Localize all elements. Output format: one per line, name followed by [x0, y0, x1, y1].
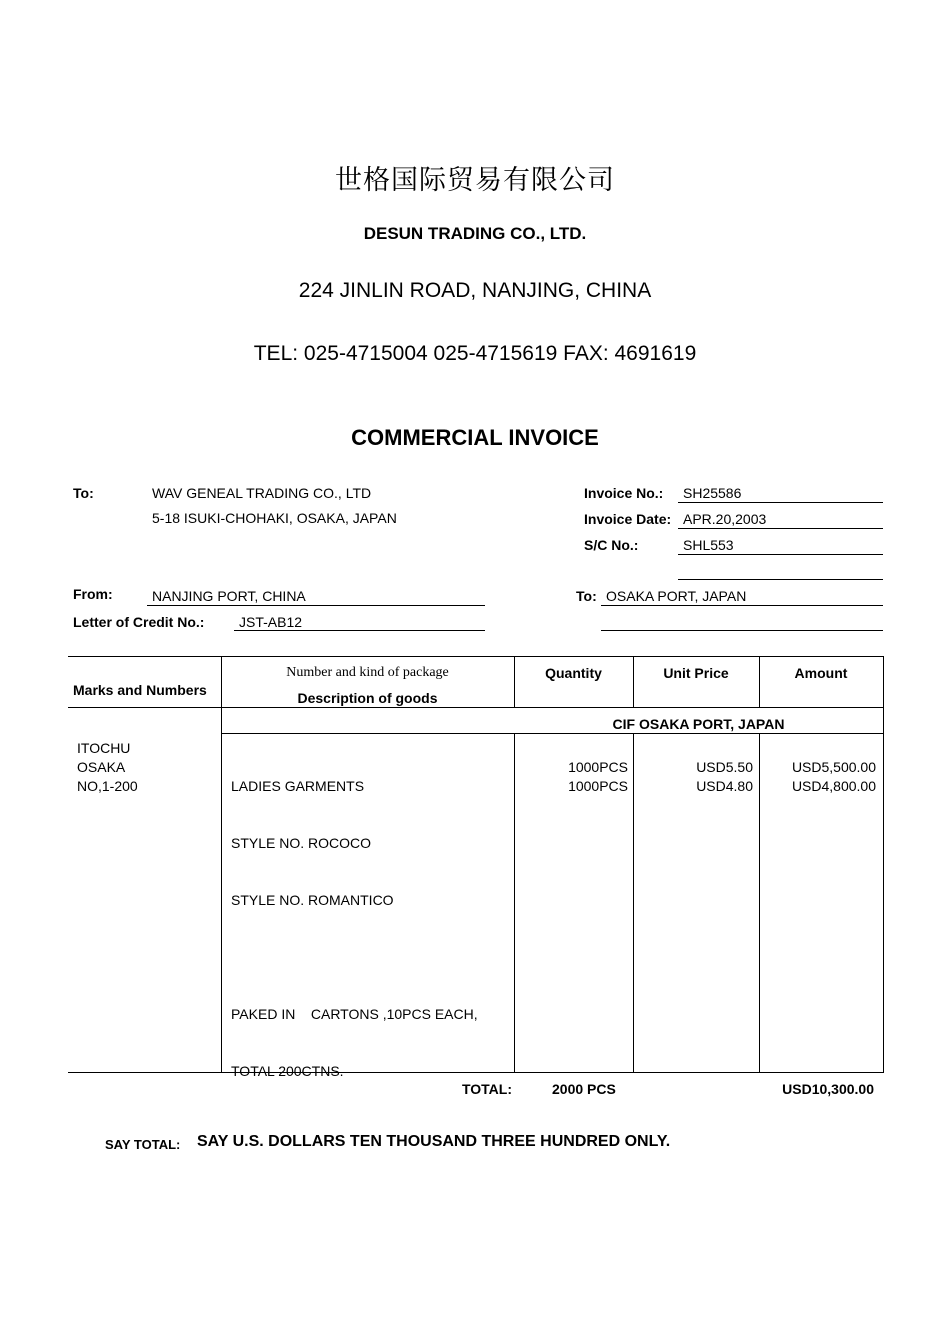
description-line: STYLE NO. ROMANTICO [231, 892, 394, 908]
shipment-extra-underline [601, 630, 883, 631]
lc-label: Letter of Credit No.: [73, 614, 205, 630]
from-underline [147, 605, 485, 606]
amount-line [765, 739, 876, 758]
table-col-divider-2-body [514, 733, 515, 1073]
company-name-english: DESUN TRADING CO., LTD. [363, 224, 587, 243]
table-header-border [68, 707, 884, 708]
sc-no-label: S/C No.: [584, 537, 639, 553]
description-line [231, 948, 478, 967]
description-line: STYLE NO. ROCOCO [231, 835, 372, 851]
lc-value: JST-AB12 [239, 614, 303, 630]
description-cell [231, 739, 478, 1119]
description-line: PAKED IN CARTONS ,10PCS EACH, [231, 1006, 478, 1022]
trade-terms: CIF OSAKA PORT, JAPAN [612, 716, 785, 732]
table-col-divider-4-body [759, 733, 760, 1073]
marks-line: NO,1-200 [77, 778, 138, 794]
sc-no-underline [678, 554, 883, 555]
marks-line: ITOCHU [77, 740, 131, 756]
quantity-line: 1000PCS [568, 759, 628, 775]
invoice-date-underline [678, 528, 883, 529]
invoice-date-value: APR.20,2003 [683, 511, 767, 527]
marks-cell [77, 739, 138, 796]
table-col-divider-1 [221, 656, 222, 1073]
table-col-divider-3-body [633, 733, 634, 1073]
from-label: From: [73, 586, 113, 602]
description-line: TOTAL 200CTNS. [231, 1063, 344, 1079]
invoice-no-underline [678, 502, 883, 503]
table-col-divider-2-header [514, 656, 515, 708]
from-value: NANJING PORT, CHINA [152, 588, 306, 604]
amount-cell [765, 739, 876, 796]
destination-value: OSAKA PORT, JAPAN [606, 588, 747, 604]
total-quantity: 2000 PCS [552, 1081, 616, 1097]
table-terms-border [221, 733, 884, 734]
destination-label: To: [576, 588, 597, 604]
company-address: 224 JINLIN ROAD, NANJING, CHINA [298, 279, 652, 302]
invoice-no-value: SH25586 [683, 485, 742, 501]
company-contact: TEL: 025-4715004 025-4715619 FAX: 4691619 [253, 342, 697, 365]
company-name-chinese: 世格国际贸易有限公司 [335, 165, 615, 196]
buyer-name: WAV GENEAL TRADING CO., LTD [152, 485, 372, 501]
table-right-border [883, 656, 884, 1073]
total-label: TOTAL: [461, 1081, 512, 1097]
document-title: COMMERCIAL INVOICE [351, 425, 599, 450]
header-description: Description of goods [297, 690, 438, 706]
table-top-border [68, 656, 884, 657]
header-marks: Marks and Numbers [73, 682, 207, 698]
header-amount: Amount [794, 665, 848, 681]
description-line: LADIES GARMENTS [231, 778, 365, 794]
amount-line: USD4,800.00 [791, 778, 876, 794]
destination-underline [601, 605, 883, 606]
amount-line: USD5,500.00 [791, 759, 876, 775]
table-col-divider-4-header [759, 656, 760, 708]
buyer-address: 5-18 ISUKI-CHOHAKI, OSAKA, JAPAN [152, 510, 397, 526]
say-total-label: SAY TOTAL: [105, 1137, 181, 1152]
unit-price-line [640, 739, 753, 758]
unit-price-line: USD5.50 [696, 759, 753, 775]
sc-no-value: SHL553 [683, 537, 734, 553]
total-amount: USD10,300.00 [782, 1081, 874, 1097]
quantity-line [520, 739, 628, 758]
header-quantity: Quantity [545, 665, 602, 681]
lc-underline [234, 630, 485, 631]
quantity-cell [520, 739, 628, 796]
marks-line: OSAKA [77, 759, 126, 775]
unit-price-line: USD4.80 [696, 778, 753, 794]
buyer-label: To: [73, 485, 94, 501]
say-total-text: SAY U.S. DOLLARS TEN THOUSAND THREE HUNDRED ONLY. [197, 1133, 671, 1150]
invoice-date-label: Invoice Date: [584, 511, 672, 527]
invoice-no-label: Invoice No.: [584, 485, 664, 501]
header-unit-price: Unit Price [663, 665, 729, 681]
quantity-line: 1000PCS [568, 778, 628, 794]
invoice-extra-underline [678, 579, 883, 580]
unit-price-cell [640, 739, 753, 796]
table-col-divider-3-header [633, 656, 634, 708]
header-package: Number and kind of package [286, 665, 449, 680]
